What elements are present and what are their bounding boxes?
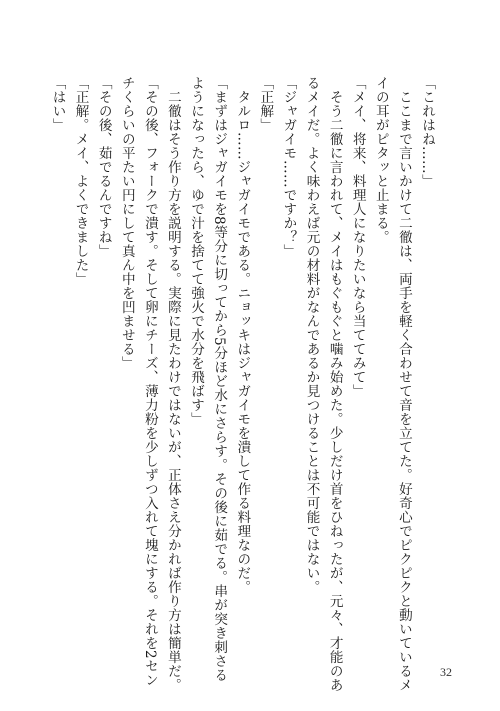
text-line: 「その後、フォークで潰す。そして卵にチーズ、薄力粉を少しずつ入れて塊にする。それを2セン (141, 76, 158, 688)
text-line: 「正解。メイ、よくできました」 (72, 76, 89, 286)
text-line: チくらいの平たい円にして真ん中を凹ませる」 (118, 76, 135, 370)
text-line: 二徹はそう作り方を説明する。実際に見たわけではないが、正体さえ分かれば作り方は簡単だ。 (164, 76, 181, 692)
text-line: ようになったら、ゆで汁を捨てて強火で水分を飛ばす」 (188, 76, 205, 426)
text-line: 「メイ、将来、料理人になりたいなら当ててみて」 (349, 76, 366, 398)
text-line: 「まずはジャガイモを8等分に切ってから5分ほど水にさらす。その後に茹でる。串が突き刺さる (211, 76, 228, 683)
body-text (45, 76, 438, 692)
text-line: 「はい」 (49, 76, 66, 132)
text-line: 「ジャガイモ……ですか？」 (280, 76, 297, 258)
text-line: ここまで言いかけて二徹は、両手を軽く合わせて音を立てた。好奇心でピクピクと動いているメ (395, 76, 412, 692)
text-line: イの耳がピタッと止まる。 (372, 76, 389, 244)
page-number: 32 (440, 665, 452, 679)
text-line: 「これはね……」 (419, 76, 435, 188)
text-line: タルロ……ジャガイモである。ニョッキはジャガイモを潰して作る料理なのだ。 (234, 76, 251, 594)
text-line: そう二徹に言われて、メイはもぐもぐと噛み始めた。少しだけ首をひねったが、元々、才能のあ (326, 76, 343, 692)
text-line: 「その後、茹でるんですね」 (95, 76, 112, 258)
text-line: 「正解」 (257, 76, 274, 132)
text-line: るメイだ。よく味わえば元の材料がなんであるか見つけることは不可能ではない。 (303, 76, 320, 594)
